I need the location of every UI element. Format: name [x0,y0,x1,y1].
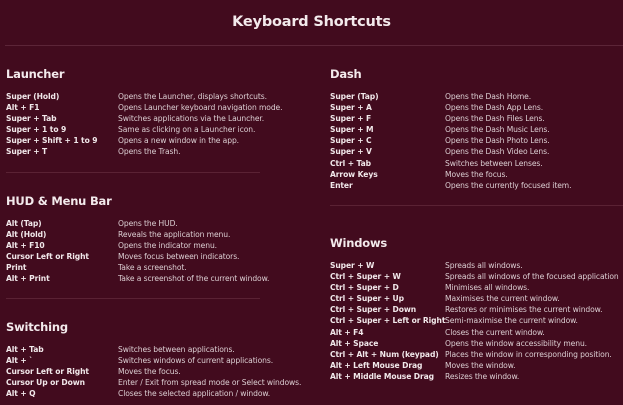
shortcut-description: Opens the HUD. [118,219,178,228]
shortcut-list-switching [6,344,316,399]
shortcut-row [330,180,623,191]
shortcut-key: Super + T [6,147,48,157]
shortcut-row [330,327,623,338]
title-separator [5,45,623,46]
shortcut-row [330,135,623,146]
shortcut-list-windows [330,260,623,382]
shortcut-description: Opens the window accessibility menu. [445,338,587,348]
shortcut-description: Switches between applications. [118,345,235,354]
shortcut-key: Alt + Q [6,389,36,399]
section-separator [6,172,260,173]
shortcut-description: Moves the focus. [445,169,508,179]
shortcut-description: Opens the Dash Video Lens. [445,147,550,157]
shortcut-key: Super + C [330,136,372,146]
shortcut-row [330,102,623,113]
shortcut-row [6,251,306,262]
shortcut-row [6,229,306,240]
shortcut-row [330,371,623,382]
section-heading-hud: HUD & Menu Bar [6,194,112,208]
shortcut-row [330,146,623,157]
shortcut-row [6,388,316,399]
shortcut-description: Opens the Dash Files Lens. [445,114,545,124]
shortcut-row [6,377,316,388]
shortcut-key: Super (Hold) [6,92,60,101]
section-switching [6,320,316,399]
shortcut-row [6,240,306,251]
shortcut-key: Ctrl + Super + Left or Right [330,316,446,326]
shortcut-row [330,113,623,124]
shortcut-key: Ctrl + Super + D [330,283,399,293]
shortcut-key: Alt (Tap) [6,219,42,228]
shortcut-row [330,124,623,135]
shortcut-key: Super + V [330,147,372,157]
shortcut-key: Super + W [330,261,375,270]
shortcut-description: Opens the Dash App Lens. [445,103,544,113]
shortcut-row [6,344,316,355]
shortcut-key: Super + Shift + 1 to 9 [6,136,98,146]
shortcut-key: Alt + Middle Mouse Drag [330,371,434,381]
shortcut-row [330,169,623,180]
shortcut-row [330,304,623,315]
shortcut-key: Ctrl + Tab [330,158,371,168]
shortcut-key: Cursor Left or Right [6,367,89,377]
shortcut-key: Super (Tap) [330,92,379,101]
shortcut-row [6,366,316,377]
shortcut-row [330,271,623,282]
section-launcher [6,67,306,158]
shortcut-description: Places the window in corresponding position. [445,349,612,359]
shortcut-description: Opens the currently focused item. [445,180,572,190]
shortcut-description: Spreads all windows of the focused application [445,272,619,282]
shortcut-description: Switches between Lenses. [445,158,543,168]
section-separator [330,205,623,206]
section-windows [330,236,623,382]
shortcut-description: Closes the selected application / window. [118,389,271,399]
shortcut-key: Alt + F10 [6,241,45,251]
shortcut-description: Opens the Dash Home. [445,92,532,101]
shortcut-list-launcher [6,91,306,158]
shortcut-row [6,146,306,157]
shortcut-key: Cursor Left or Right [6,252,89,262]
shortcut-description: Minimises all windows. [445,283,530,293]
shortcut-row [330,315,623,326]
shortcut-description: Closes the current window. [445,327,545,337]
shortcut-key: Super + Tab [6,114,57,124]
shortcut-description: Enter / Exit from spread mode or Select windows. [118,378,302,388]
shortcut-key: Arrow Keys [330,169,378,179]
shortcut-description: Restores or minimises the current window. [445,305,603,315]
section-heading-launcher: Launcher [6,67,65,81]
shortcut-description: Maximises the current window. [445,294,560,304]
shortcut-description: Resizes the window. [445,371,520,381]
shortcut-key: Alt + ` [6,356,33,366]
shortcut-row [6,113,306,124]
shortcut-row [330,260,623,271]
overlay-title: Keyboard Shortcuts [232,14,391,30]
shortcut-description: Opens the Trash. [118,147,181,157]
shortcut-key: Ctrl + Alt + Num (keypad) [330,349,439,359]
shortcut-row [330,360,623,371]
shortcut-key: Alt + Print [6,274,50,284]
shortcut-description: Spreads all windows. [445,261,523,270]
shortcut-row [6,218,306,229]
shortcut-row [330,293,623,304]
shortcut-row [6,262,306,273]
shortcut-description: Moves focus between indicators. [118,252,240,262]
section-separator [6,298,260,299]
shortcut-key: Super + M [330,125,374,135]
shortcut-description: Opens the Dash Music Lens. [445,125,550,135]
shortcut-description: Opens the Launcher, displays shortcuts. [118,92,267,101]
shortcut-row [330,91,623,102]
shortcut-key: Ctrl + Super + Down [330,305,417,315]
shortcut-key: Cursor Up or Down [6,378,85,388]
shortcut-description: Moves the focus. [118,367,181,377]
shortcut-description: Take a screenshot. [118,263,187,273]
shortcut-description: Semi-maximise the current window. [445,316,578,326]
shortcut-description: Opens the indicator menu. [118,241,217,251]
shortcut-row [6,273,306,284]
shortcut-key: Super + F [330,114,372,124]
shortcut-row [330,338,623,349]
shortcut-list-dash [330,91,623,191]
shortcut-description: Switches windows of current applications. [118,356,274,366]
shortcut-row [6,135,306,146]
section-heading-windows: Windows [330,236,388,250]
section-hud-menu-bar [6,194,306,285]
shortcut-key: Ctrl + Super + W [330,272,401,282]
section-heading-switching: Switching [6,320,68,334]
shortcut-key: Super + A [330,103,372,113]
shortcut-key: Alt + F4 [330,327,364,337]
section-heading-dash: Dash [330,67,362,81]
shortcut-key: Enter [330,180,353,190]
shortcut-row [6,102,306,113]
shortcut-key: Print [6,263,27,273]
shortcut-description: Moves the window. [445,360,516,370]
shortcut-row [6,124,306,135]
shortcut-description: Opens a new window in the app. [118,136,239,146]
shortcut-key: Alt + Space [330,338,379,348]
shortcut-row [6,355,316,366]
shortcut-key: Alt (Hold) [6,230,47,240]
shortcut-description: Opens the Dash Photo Lens. [445,136,550,146]
shortcut-description: Take a screenshot of the current window. [118,274,270,284]
shortcut-row [6,91,306,102]
shortcut-description: Same as clicking on a Launcher icon. [118,125,256,135]
shortcut-key: Ctrl + Super + Up [330,294,404,304]
shortcut-row [330,349,623,360]
shortcut-description: Reveals the application menu. [118,230,231,240]
shortcut-key: Alt + Tab [6,345,44,354]
shortcut-description: Opens Launcher keyboard navigation mode. [118,103,283,113]
shortcut-key: Alt + F1 [6,103,40,113]
shortcut-list-hud [6,218,306,285]
shortcut-key: Super + 1 to 9 [6,125,67,135]
shortcut-description: Switches applications via the Launcher. [118,114,265,124]
section-dash [330,67,623,191]
shortcut-row [330,158,623,169]
shortcut-row [330,282,623,293]
shortcut-key: Alt + Left Mouse Drag [330,360,423,370]
